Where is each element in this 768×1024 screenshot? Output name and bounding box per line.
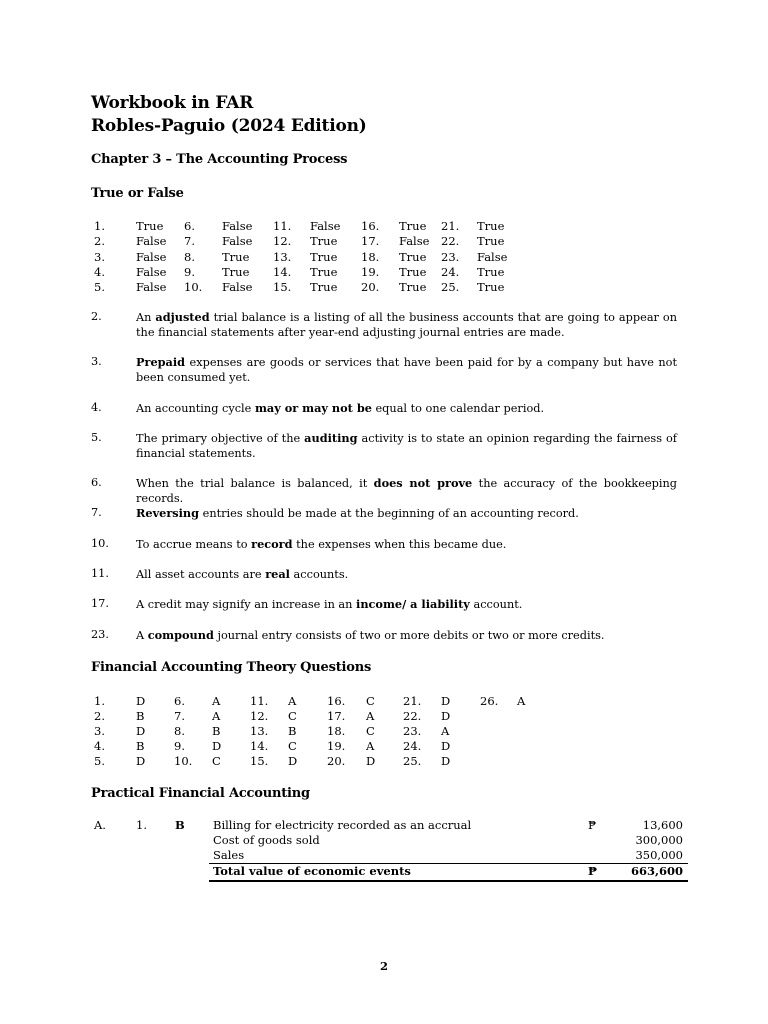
tf-number: 9. xyxy=(184,264,195,279)
explanation-text xyxy=(136,310,677,340)
tf-answer: True xyxy=(477,280,505,295)
pfa-row-label: Billing for electricity recorded as an accrual xyxy=(213,818,472,832)
explanation-number: 4. xyxy=(91,401,102,414)
fat-answer: B xyxy=(212,724,221,739)
tf-answer: True xyxy=(477,264,505,279)
explanation-number: 2. xyxy=(91,310,102,323)
fat-answer: D xyxy=(288,754,298,769)
tf-answer: True xyxy=(222,264,250,279)
explanation-number: 5. xyxy=(91,431,102,444)
emphasis-text: auditing xyxy=(304,431,358,445)
fat-answer: D xyxy=(441,754,451,769)
tf-number: 10. xyxy=(184,280,203,295)
true-false-heading: True or False xyxy=(91,186,184,201)
plain-text: activity is to state an opinion regarding the fairness of financial statements. xyxy=(136,432,677,460)
fat-number: 7. xyxy=(174,709,185,724)
fat-number: 21. xyxy=(403,694,422,708)
fat-answer: A xyxy=(212,694,221,708)
fat-number: 24. xyxy=(403,739,422,754)
fat-answer: A xyxy=(212,709,221,724)
explanation-text xyxy=(136,628,677,643)
tf-number: 1. xyxy=(94,219,105,233)
plain-text: account. xyxy=(469,598,523,611)
fat-answer: C xyxy=(288,709,297,724)
fat-answer: A xyxy=(288,694,297,708)
fat-answer: A xyxy=(517,694,526,708)
tf-number: 12. xyxy=(273,234,292,249)
fat-number: 19. xyxy=(327,739,346,754)
fat-number: 8. xyxy=(174,724,185,739)
plain-text: A credit may signify an increase in an xyxy=(136,598,357,611)
plain-text: equal to one calendar period. xyxy=(371,402,545,415)
fat-number: 26. xyxy=(480,694,499,708)
fat-number: 18. xyxy=(327,724,346,739)
tf-number: 21. xyxy=(441,219,460,233)
tf-number: 15. xyxy=(273,280,292,295)
pfa-item-number: 1. xyxy=(136,818,147,832)
plain-text: trial balance is a listing of all the business accounts that are going to appear on the financial statements after year-end adjusting journal entries are made. xyxy=(136,311,677,339)
fat-number: 16. xyxy=(327,694,346,708)
fat-number: 2. xyxy=(94,709,105,724)
tf-number: 3. xyxy=(94,249,105,264)
tf-number: 7. xyxy=(184,234,195,249)
plain-text: the expenses when this became due. xyxy=(292,538,507,551)
pfa-row-amount: 300,000 xyxy=(635,833,683,848)
fat-answer: A xyxy=(366,739,375,754)
tf-number: 6. xyxy=(184,219,195,233)
fat-number: 9. xyxy=(174,739,185,754)
plain-text: A xyxy=(136,629,148,642)
pfa-row-label: Sales xyxy=(213,848,245,863)
plain-text: entries should be made at the beginning of an accounting record. xyxy=(199,507,579,520)
fat-answer: A xyxy=(441,724,450,739)
fat-number: 3. xyxy=(94,724,105,739)
fat-answer: B xyxy=(136,709,145,724)
plain-text: An xyxy=(136,311,156,324)
tf-number: 11. xyxy=(273,219,292,233)
pfa-section-label: A. xyxy=(94,818,106,832)
fat-answer: C xyxy=(288,739,297,754)
emphasis-text: adjusted xyxy=(155,310,210,324)
plain-text: All asset accounts are xyxy=(136,568,266,581)
plain-text: An accounting cycle xyxy=(136,402,255,415)
tf-number: 23. xyxy=(441,249,460,264)
tf-number: 16. xyxy=(361,219,380,233)
tf-number: 14. xyxy=(273,264,292,279)
tf-answer: False xyxy=(136,234,167,249)
tf-number: 19. xyxy=(361,264,380,279)
fat-answer: D xyxy=(136,754,146,769)
pfa-total-amount: 663,600 xyxy=(630,864,683,878)
fat-number: 22. xyxy=(403,709,422,724)
fat-number: 10. xyxy=(174,754,193,769)
fat-number: 5. xyxy=(94,754,105,769)
explanation-text xyxy=(136,597,677,612)
fat-number: 13. xyxy=(250,724,269,739)
tf-answer: True xyxy=(222,249,250,264)
fat-answer: C xyxy=(212,754,221,769)
plain-text: When the trial balance is balanced, it xyxy=(136,477,374,490)
tf-answer: False xyxy=(310,219,341,233)
tf-number: 17. xyxy=(361,234,380,249)
explanation-text xyxy=(136,431,677,461)
fat-answer: D xyxy=(136,694,146,708)
fat-heading: Financial Accounting Theory Questions xyxy=(91,660,372,675)
plain-text: the accuracy of the bookkeeping records. xyxy=(136,477,678,505)
tf-answer: True xyxy=(399,264,427,279)
fat-number: 4. xyxy=(94,739,105,754)
tf-answer: True xyxy=(310,264,338,279)
emphasis-text: Prepaid xyxy=(136,355,186,369)
explanation-number: 6. xyxy=(91,476,102,489)
fat-answer: C xyxy=(366,694,375,708)
tf-answer: True xyxy=(399,249,427,264)
tf-answer: True xyxy=(477,234,505,249)
tf-number: 4. xyxy=(94,264,105,279)
plain-text: expenses are goods or services that have been paid for by a company but have not been consumed yet. xyxy=(136,356,677,384)
pfa-currency: ₱ xyxy=(588,818,597,832)
tf-number: 20. xyxy=(361,280,380,295)
tf-answer: True xyxy=(136,219,164,233)
explanation-text xyxy=(136,355,677,385)
workbook-subtitle: Robles-Paguio (2024 Edition) xyxy=(91,116,367,136)
explanation-text xyxy=(136,476,677,506)
tf-answer: False xyxy=(222,219,253,233)
plain-text: The primary objective of the xyxy=(136,432,305,445)
pfa-row-label: Cost of goods sold xyxy=(213,833,320,848)
tf-answer: True xyxy=(399,280,427,295)
fat-number: 23. xyxy=(403,724,422,739)
emphasis-text: does not prove xyxy=(373,476,473,490)
explanation-number: 11. xyxy=(91,567,109,580)
plain-text: journal entry consists of two or more debits or two or more credits. xyxy=(213,629,605,642)
tf-number: 25. xyxy=(441,280,460,295)
emphasis-text: compound xyxy=(147,628,214,642)
tf-answer: True xyxy=(310,234,338,249)
tf-number: 5. xyxy=(94,280,105,295)
fat-answer: D xyxy=(366,754,376,769)
tf-answer: True xyxy=(310,280,338,295)
pfa-total-label: Total value of economic events xyxy=(213,864,411,878)
pfa-heading: Practical Financial Accounting xyxy=(91,786,310,801)
emphasis-text: income/ a liability xyxy=(356,597,470,611)
explanation-text xyxy=(136,506,677,521)
tf-answer: False xyxy=(222,234,253,249)
plain-text: accounts. xyxy=(289,568,349,581)
explanation-number: 23. xyxy=(91,628,109,641)
explanation-text xyxy=(136,537,677,552)
fat-number: 6. xyxy=(174,694,185,708)
fat-number: 1. xyxy=(94,694,105,708)
explanation-text xyxy=(136,401,677,416)
tf-answer: False xyxy=(136,264,167,279)
tf-number: 2. xyxy=(94,234,105,249)
plain-text: To accrue means to xyxy=(136,538,252,551)
emphasis-text: record xyxy=(251,537,293,551)
fat-answer: B xyxy=(288,724,297,739)
tf-answer: True xyxy=(310,249,338,264)
explanation-number: 7. xyxy=(91,506,102,519)
fat-answer: D xyxy=(441,739,451,754)
explanation-number: 3. xyxy=(91,355,102,368)
fat-number: 14. xyxy=(250,739,269,754)
explanation-number: 10. xyxy=(91,537,109,550)
pfa-row-amount: 350,000 xyxy=(635,848,683,863)
tf-number: 18. xyxy=(361,249,380,264)
fat-answer: D xyxy=(136,724,146,739)
tf-number: 8. xyxy=(184,249,195,264)
tf-answer: False xyxy=(399,234,430,249)
chapter-heading: Chapter 3 – The Accounting Process xyxy=(91,152,348,167)
fat-number: 20. xyxy=(327,754,346,769)
tf-answer: False xyxy=(222,280,253,295)
tf-answer: False xyxy=(136,280,167,295)
pfa-answer: B xyxy=(175,818,185,832)
fat-answer: D xyxy=(441,694,451,708)
fat-answer: B xyxy=(136,739,145,754)
fat-number: 12. xyxy=(250,709,269,724)
tf-answer: False xyxy=(477,249,508,264)
fat-number: 25. xyxy=(403,754,422,769)
fat-answer: D xyxy=(212,739,222,754)
tf-answer: False xyxy=(136,249,167,264)
emphasis-text: Reversing xyxy=(136,506,200,520)
tf-number: 13. xyxy=(273,249,292,264)
fat-number: 15. xyxy=(250,754,269,769)
fat-number: 11. xyxy=(250,694,269,708)
fat-number: 17. xyxy=(327,709,346,724)
tf-number: 22. xyxy=(441,234,460,249)
pfa-total-bottom-rule xyxy=(209,880,688,882)
page-number: 2 xyxy=(380,959,389,973)
fat-answer: D xyxy=(441,709,451,724)
tf-number: 24. xyxy=(441,264,460,279)
tf-answer: True xyxy=(399,219,427,233)
emphasis-text: may or may not be xyxy=(254,401,372,415)
fat-answer: C xyxy=(366,724,375,739)
fat-answer: A xyxy=(366,709,375,724)
emphasis-text: real xyxy=(265,567,290,581)
tf-answer: True xyxy=(477,219,505,233)
pfa-row-amount: 13,600 xyxy=(642,818,683,832)
explanation-number: 17. xyxy=(91,597,109,610)
workbook-title: Workbook in FAR xyxy=(91,93,254,113)
explanation-text xyxy=(136,567,677,582)
pfa-total-currency: ₱ xyxy=(588,864,598,878)
